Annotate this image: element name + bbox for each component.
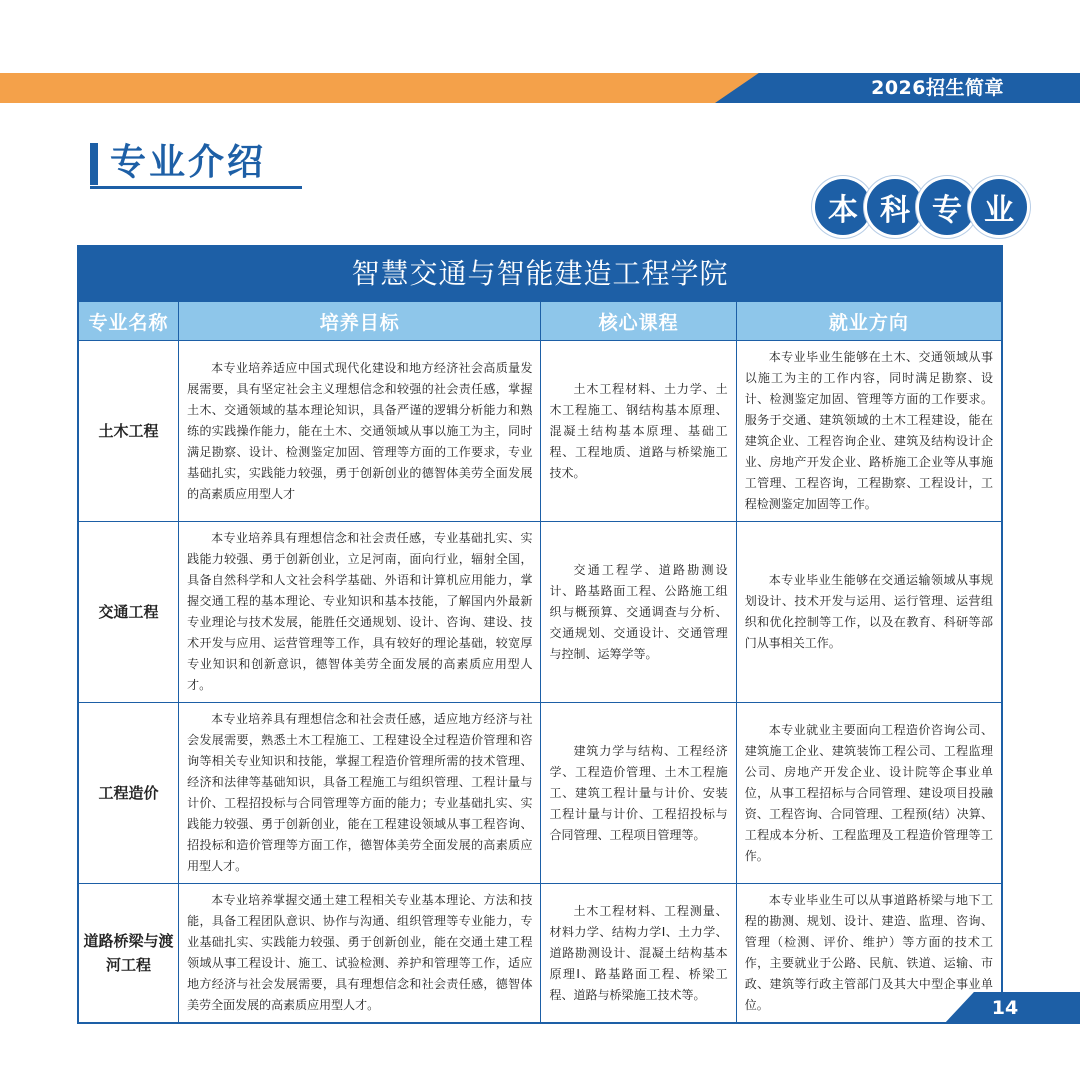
- major-table: [77, 245, 1003, 1024]
- career-direction: 本专业就业主要面向工程造价咨询公司、建筑施工企业、建筑装饰工程公司、工程监理公司、房地产开发企业、设计院等企事业单位，从事工程招标与合同管理、建设项目投融资、工程咨询、合同管理、工程预(结）决算、工程成本分析、工程监理及工程造价管理等工作。: [736, 703, 1001, 884]
- column-header: 就业方向: [736, 302, 1001, 341]
- badge-char: 业: [971, 179, 1027, 235]
- table-row: [79, 522, 1002, 703]
- column-header: 专业名称: [79, 302, 179, 341]
- career-direction: 本专业毕业生能够在土木、交通领域从事以施工为主的工作内容，同时满足勘察、设计、检测鉴定加固、管理等方面的工作要求。服务于交通、建筑领域的土木工程建设，能在建筑企业、工程咨询企业、建筑及结构设计企业、房地产开发企业、路桥施工企业等从事施工管理、工程咨询，工程勘察、工程设计，工程检测鉴定加固等工作。: [736, 341, 1001, 522]
- training-goal: 本专业培养掌握交通土建工程相关专业基本理论、方法和技能，具备工程团队意识、协作与沟通、组织管理等专业能力，专业基础扎实、实践能力较强、勇于创新创业，能在交通土建工程领域从事工程设计、施工、试验检测、养护和管理等工作，适应地方经济与社会发展需要，具有理想信念和社会责任感，德智体美劳全面发展的高素质应用型人才。: [179, 884, 541, 1023]
- major-grid: [78, 301, 1002, 1023]
- training-goal: 本专业培养适应中国式现代化建设和地方经济社会高质量发展需要，具有坚定社会主义理想信念和较强的社会责任感，掌握土木、交通领域的基本理论知识，具备严谨的逻辑分析能力和熟练的实践操作能力，能在土木、交通领域从事以施工为主，同时满足勘察、设计、检测鉴定加固、管理等方面的工作要求，专业基础扎实，实践能力较强，勇于创新创业的德智体美劳全面发展的高素质应用型人才: [179, 341, 541, 522]
- badge-char: 本: [815, 179, 871, 235]
- table-row: [79, 703, 1002, 884]
- badge-char: 科: [867, 179, 923, 235]
- section-title-underline: [90, 186, 302, 189]
- undergraduate-badge: [815, 179, 1023, 235]
- core-courses: 土木工程材料、工程测量、材料力学、结构力学Ⅰ、土力学、道路勘测设计、混凝土结构基本原理Ⅰ、路基路面工程、桥梁工程、道路与桥梁施工技术等。: [541, 884, 736, 1023]
- table-row: [79, 884, 1002, 1023]
- header-row: [79, 302, 1002, 341]
- core-courses: 土木工程材料、土力学、土木工程施工、钢结构基本原理、混凝土结构基本原理、基础工程、工程地质、道路与桥梁施工技术。: [541, 341, 736, 522]
- training-goal: 本专业培养具有理想信念和社会责任感，适应地方经济与社会发展需要，熟悉土木工程施工、工程建设全过程造价管理和咨询等相关专业知识和技能，掌握工程造价管理所需的技术管理、经济和法律等基础知识，具备工程施工与组织管理、工程计量与计价、工程招投标与合同管理等方面的能力；专业基础扎实、实践能力较强、勇于创新创业，能在工程建设领域从事工程咨询、招投标和造价管理等方面工作，德智体美劳全面发展的高素质应用型人才。: [179, 703, 541, 884]
- career-direction: 本专业毕业生能够在交通运输领域从事规划设计、技术开发与运用、运行管理、运营组织和优化控制等工作，以及在教育、科研等部门从事相关工作。: [736, 522, 1001, 703]
- major-name: 交通工程: [79, 522, 179, 703]
- major-name: 道路桥梁与渡河工程: [79, 884, 179, 1023]
- major-name: 工程造价: [79, 703, 179, 884]
- major-name: 土木工程: [79, 341, 179, 522]
- column-header: 培养目标: [179, 302, 541, 341]
- section-title-accent-bar: [90, 143, 98, 185]
- column-header: 核心课程: [541, 302, 736, 341]
- page-number: 14: [991, 997, 1019, 1019]
- badge-char: 专: [919, 179, 975, 235]
- header-band-orange: [0, 73, 780, 103]
- career-direction: 本专业毕业生可以从事道路桥梁与地下工程的勘测、规划、设计、建造、监理、咨询、管理（检测、评价、维护）等方面的技术工作，主要就业于公路、民航、铁道、运输、市政、建筑等行政主管部门及其大中型企事业单位。: [736, 884, 1001, 1023]
- section-title: 专业介绍: [110, 142, 267, 183]
- training-goal: 本专业培养具有理想信念和社会责任感，专业基础扎实、实践能力较强、勇于创新创业，立足河南，面向行业，辐射全国，具备自然科学和人文社会科学基础、外语和计算机应用能力，掌握交通工程的基本理论、专业知识和基本技能，了解国内外最新专业理论与技术发展，能胜任交通规划、设计、咨询、建设、技术开发与应用、运营管理等工作，具有较好的理论基础，较宽厚专业知识和创新意识，德智体美劳全面发展的高素质应用型人才。: [179, 522, 541, 703]
- college-name: 智慧交通与智能建造工程学院: [78, 246, 1002, 301]
- brochure-title: 2026招生简章: [871, 77, 1004, 99]
- core-courses: 建筑力学与结构、工程经济学、工程造价管理、土木工程施工、建筑工程计量与计价、安装工程计量与计价、工程招投标与合同管理、工程项目管理等。: [541, 703, 736, 884]
- table-row: [79, 341, 1002, 522]
- core-courses: 交通工程学、道路勘测设计、路基路面工程、公路施工组织与概预算、交通调查与分析、交通规划、交通设计、交通管理与控制、运筹学等。: [541, 522, 736, 703]
